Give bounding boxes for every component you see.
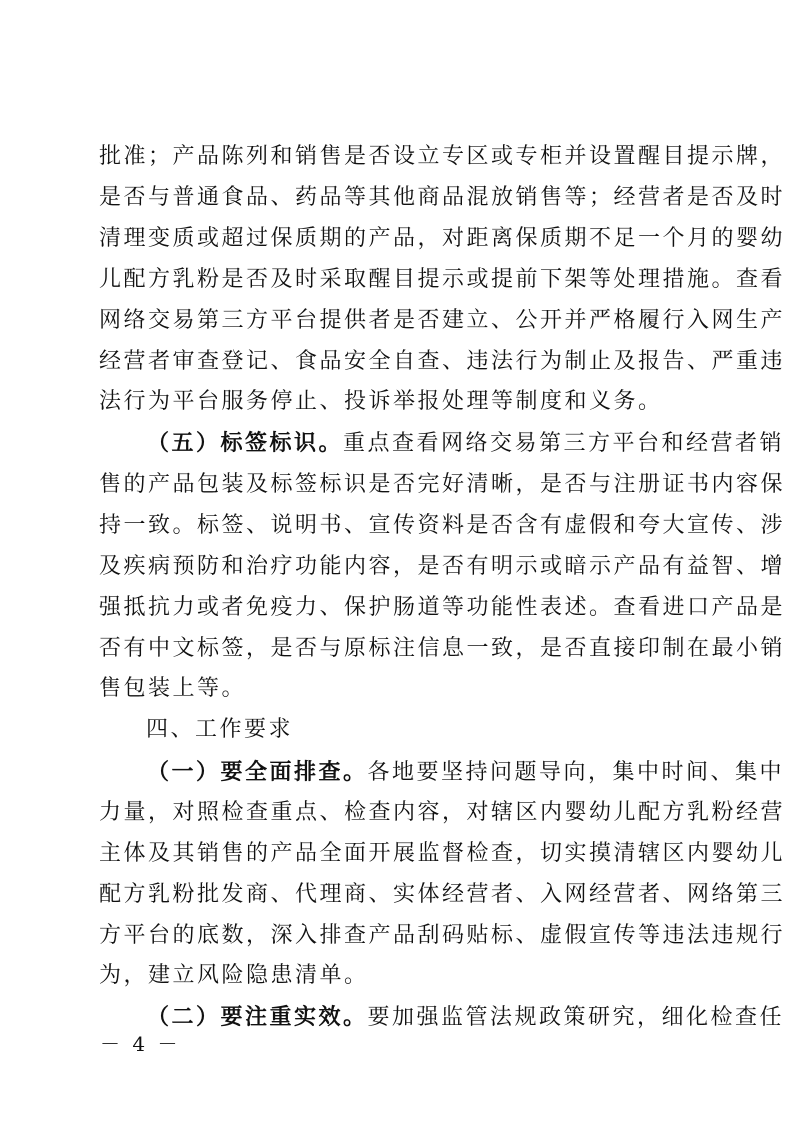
effectiveness-section-text: 要加强监管法规政策研究，细化检查任 [367,1005,785,1030]
paragraph-labels-first-line [147,430,784,457]
effectiveness-section-title: （二）要注重实效。 [147,1004,368,1030]
text-line-9: 持一致。标签、说明书、宣传资料是否含有虚假和夸大宣传、涉 [99,513,786,538]
page-number: － 4 － [100,1032,181,1056]
text-line-1: 批准；产品陈列和销售是否设立专区或专柜并设置醒目提示牌， [99,144,786,169]
work-requirements-heading: 四、工作要求 [146,717,294,742]
labels-section-text: 重点查看网络交易第三方平台和经营者销 [343,431,785,456]
paragraph-comprehensive-first-line [147,759,784,786]
text-line-17: 方平台的底数，深入排查产品刮码贴标、虚假宣传等违法违规行 [99,923,786,948]
comprehensive-section-title: （一）要全面排查。 [147,759,368,785]
labels-section-title: （五）标签标识。 [147,430,344,456]
text-line-11: 强抵抗力或者免疫力、保护肠道等功能性表述。查看进口产品是 [99,595,786,620]
text-line-15: 主体及其销售的产品全面开展监督检查，切实摸清辖区内婴幼儿 [99,841,786,866]
comprehensive-section-text: 各地要坚持问题导向，集中时间、集中 [367,760,785,785]
text-line-7: 法行为平台服务停止、投诉举报处理等制度和义务。 [99,389,663,414]
text-line-8: 售的产品包装及标签标识是否完好清晰，是否与注册证书内容保 [99,472,786,497]
text-line-13: 售包装上等。 [99,676,247,701]
text-line-12: 否有中文标签，是否与原标注信息一致，是否直接印制在最小销 [99,636,786,661]
text-line-14: 力量，对照检查重点、检查内容，对辖区内婴幼儿配方乳粉经营 [99,800,786,825]
text-line-6: 经营者审查登记、食品安全自查、违法行为制止及报告、严重违 [99,349,786,374]
text-line-10: 及疾病预防和治疗功能内容，是否有明示或暗示产品有益智、增 [99,554,786,579]
text-line-4: 儿配方乳粉是否及时采取醒目提示或提前下架等处理措施。查看 [99,267,786,292]
text-line-18: 为，建立风险隐患清单。 [99,963,369,988]
text-line-3: 清理变质或超过保质期的产品，对距离保质期不足一个月的婴幼 [99,226,786,251]
text-line-2: 是否与普通食品、药品等其他商品混放销售等；经营者是否及时 [99,185,786,210]
text-line-16: 配方乳粉批发商、代理商、实体经营者、入网经营者、网络第三 [99,882,786,907]
paragraph-effectiveness-first-line [147,1004,784,1031]
text-line-5: 网络交易第三方平台提供者是否建立、公开并严格履行入网生产 [99,308,786,333]
